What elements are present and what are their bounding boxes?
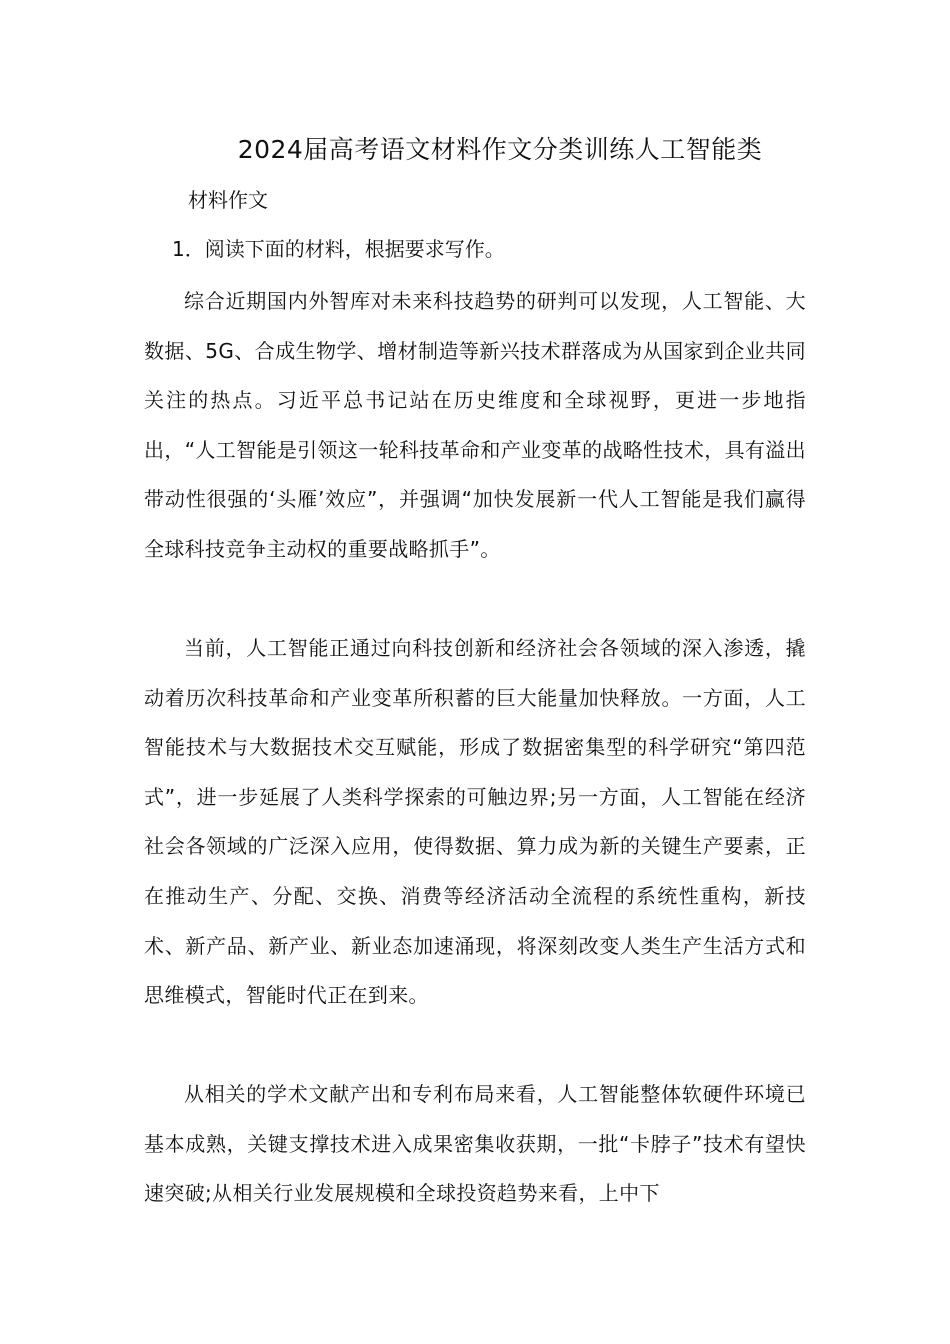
question-prompt: 1．阅读下面的材料，根据要求写作。 — [172, 237, 505, 261]
paragraph-1 — [144, 277, 806, 575]
paragraph-3 — [144, 1070, 806, 1219]
paragraph-text: 当前，人工智能正通过向科技创新和经济社会各领域的深入渗透，撬动着历次科技革命和产业变革所积蓄的巨大能量加快释放。一方面，人工智能技术与大数据技术交互赋能，形成了数据密集型的科学研究“第四范式”，进一步延展了人类科学探索的可触边界;另一方面，人工智能在经济社会各领域的广泛深入应用，使得数据、算力成为新的关键生产要素，正在推动生产、分配、交换、消费等经济活动全流程的系统性重构，新技术、新产品、新产业、新业态加速涌现，将深刻改变人类生产生活方式和思维模式，智能时代正在到来。 — [144, 636, 806, 1008]
document-title: 2024届高考语文材料作文分类训练人工智能类 — [237, 135, 763, 164]
section-label: 材料作文 — [188, 188, 268, 212]
paragraph-text: 从相关的学术文献产出和专利布局来看，人工智能整体软硬件环境已基本成熟，关键支撑技术进入成果密集收获期，一批“卡脖子”技术有望快速突破;从相关行业发展规模和全球投资趋势来看，上中下 — [144, 1082, 806, 1206]
paragraph-text: 综合近期国内外智库对未来科技趋势的研判可以发现，人工智能、大数据、5G、合成生物学、增材制造等新兴技术群落成为从国家到企业共同关注的热点。习近平总书记站在历史维度和全球视野，更进一步地指出，“人工智能是引领这一轮科技革命和产业变革的战略性技术，具有溢出带动性很强的‘头雁’效应”，并强调“加快发展新一代人工智能是我们赢得全球科技竞争主动权的重要战略抓手”。 — [144, 289, 806, 561]
paragraph-2 — [144, 624, 806, 1021]
